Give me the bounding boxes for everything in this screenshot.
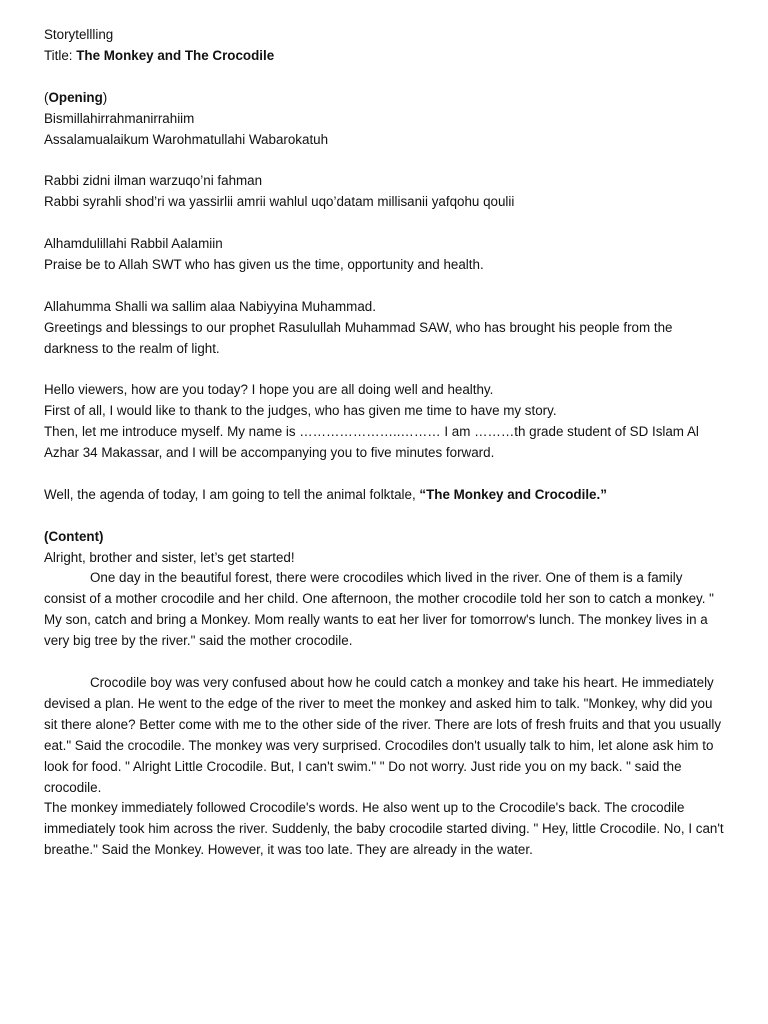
opening-heading bbox=[44, 88, 724, 109]
story-paragraph: One day in the beautiful forest, there were crocodiles which lived in the river. One of them is a family consist of a mother crocodile and her child. One afternoon, the mother crocodile told her son to catch a monkey. " My son, catch and bring a Monkey. Mom really wants to eat her liver for tomorrow's lunch. The monkey lives in a very big tree by the river." said the mother crocodile. bbox=[44, 570, 714, 649]
spacer bbox=[44, 464, 724, 485]
title-label: Title: bbox=[44, 47, 77, 63]
praise-line: Alhamdulillahi Rabbil Aalamiin bbox=[44, 236, 223, 252]
document-header: Storytellling bbox=[44, 27, 114, 42]
content-intro: Alright, brother and sister, let’s get started! bbox=[44, 549, 295, 565]
spacer bbox=[44, 276, 724, 297]
agenda-paragraph bbox=[44, 485, 724, 506]
prayer-line: Rabbi syrahli shod’ri wa yassirlii amrii wahlul uqo’datam millisanii yafqohu qoulii bbox=[44, 194, 515, 210]
spacer bbox=[44, 67, 724, 88]
content-heading: (Content) bbox=[44, 528, 104, 544]
spacer bbox=[44, 213, 724, 234]
spacer bbox=[44, 150, 724, 171]
greeting-line: Then, let me introduce myself. My name is …………………..……… I am ………th grade student of SD Islam Al Azhar 34 Makassar, and I will be accompanying you to five minutes forward. bbox=[44, 424, 699, 461]
blessing-line: Allahumma Shalli wa sallim alaa Nabiyyina Muhammad. bbox=[44, 298, 376, 314]
agenda-story-title: “The Monkey and Crocodile.” bbox=[419, 486, 607, 502]
spacer bbox=[44, 652, 724, 673]
agenda-text: Well, the agenda of today, I am going to tell the animal folktale, bbox=[44, 486, 420, 502]
spacer bbox=[44, 359, 724, 380]
opening-label: Opening bbox=[48, 89, 103, 105]
prayer-line: Rabbi zidni ilman warzuqo’ni fahman bbox=[44, 173, 263, 189]
story-paragraph: Crocodile boy was very confused about how he could catch a monkey and take his heart. He immediately devised a plan. He went to the edge of the river to meet the monkey and asked him to talk. "Monkey, why did you sit there alone? Better come with me to the other side of the river. There are lots of fresh fruits and that you usually eat." Said the crocodile. The monkey was very surprised. Crocodiles don't usually talk to him, let alone ask him to look for food. " Alright Little Crocodile. But, I can't swim." " Do not worry. Just ride you on my back. " said the crocodile. bbox=[44, 674, 722, 795]
story-paragraph: The monkey immediately followed Crocodile's words. He also went up to the Crocodile's back. The crocodile immediately took him across the river. Suddenly, the baby crocodile started diving. " Hey, little Crocodile. No, I can't breathe." Said the Monkey. However, it was too late. They are already in the water. bbox=[44, 800, 724, 858]
spacer bbox=[44, 506, 724, 527]
opening-close-paren: ) bbox=[102, 89, 108, 105]
greeting-line: First of all, I would like to thank to the judges, who has given me time to have my story. bbox=[44, 403, 557, 419]
opening-open-paren: ( bbox=[44, 89, 49, 105]
blessing-line: Greetings and blessings to our prophet Rasulullah Muhammad SAW, who has brought his people from the darkness to the realm of light. bbox=[44, 319, 673, 356]
greeting-line: Hello viewers, how are you today? I hope you are all doing well and healthy. bbox=[44, 382, 494, 398]
document-title: The Monkey and The Crocodile bbox=[76, 47, 275, 63]
document-page bbox=[44, 25, 724, 861]
opening-line: Bismillahirrahmanirrahiim bbox=[44, 110, 195, 126]
title-line bbox=[44, 46, 724, 67]
praise-line: Praise be to Allah SWT who has given us the time, opportunity and health. bbox=[44, 256, 484, 272]
opening-line: Assalamualaikum Warohmatullahi Wabarokatuh bbox=[44, 131, 329, 147]
